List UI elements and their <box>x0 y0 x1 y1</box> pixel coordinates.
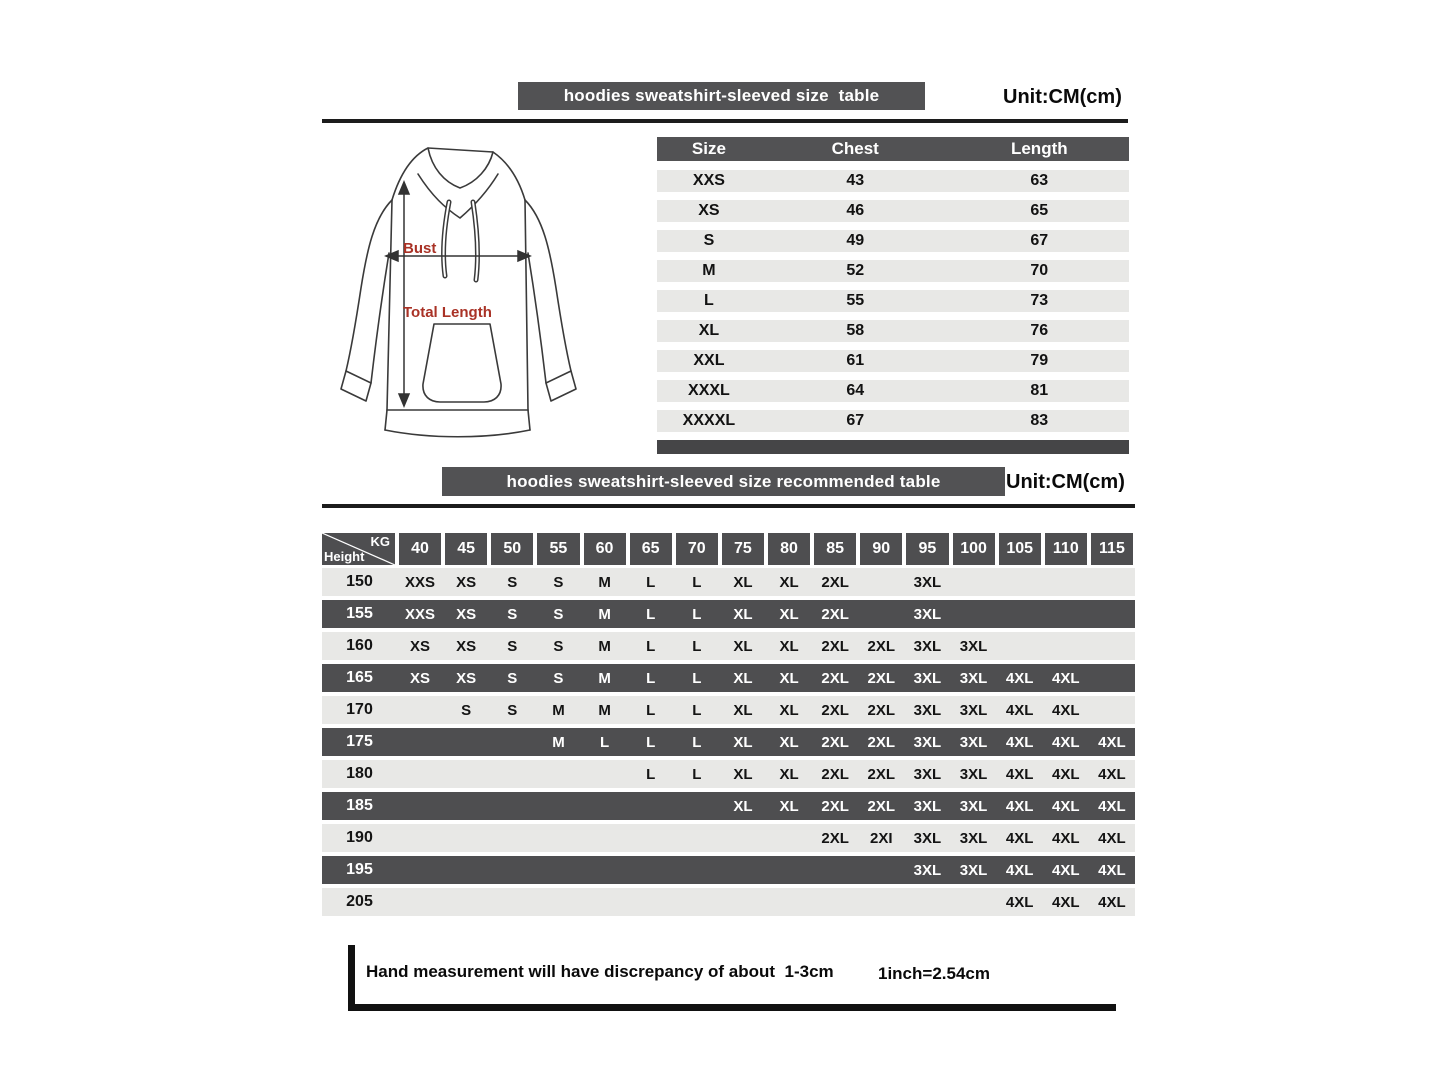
size-cell: S <box>703 232 715 249</box>
size-recommendation-cell: S <box>553 637 564 655</box>
size-recommendation-cell: 4XL <box>1005 765 1034 783</box>
size-recommendation-cell: 2XL <box>867 669 896 687</box>
size-recommendation-cell: L <box>692 605 702 623</box>
matrix-row <box>322 856 1135 884</box>
size-recommendation-cell: 3XL <box>913 637 942 655</box>
size-recommendation-cell: 3XL <box>959 829 988 847</box>
size-recommendation-cell: 3XL <box>959 637 988 655</box>
size-recommendation-cell: 4XL <box>1052 765 1080 783</box>
size-recommendation-cell: S <box>553 573 564 591</box>
size-recommendation-cell: 3XL <box>913 861 942 879</box>
size-recommendation-cell: 3XL <box>959 701 988 719</box>
size-recommendation-cell: 3XL <box>913 669 942 687</box>
size-recommendation-cell: 3XL <box>913 797 942 815</box>
size-recommendation-cell: 3XL <box>959 669 988 687</box>
weight-value: 110 <box>1045 533 1087 565</box>
size-recommendation-cell: 3XL <box>959 797 988 815</box>
size-recommendation-cell: L <box>599 733 610 751</box>
size-recommendation-cell: 2XL <box>821 605 849 623</box>
size-table-header-cell: Length <box>1010 139 1068 158</box>
size-recommendation-cell: XS <box>456 605 477 623</box>
height-value: 175 <box>346 733 373 750</box>
matrix-weight-column <box>720 533 766 565</box>
size-cell: XXXXL <box>682 412 736 429</box>
size-recommendation-cell: XL <box>733 637 753 655</box>
size-cell: XL <box>698 322 720 339</box>
size-recommendation-cell: 2XL <box>821 829 849 847</box>
size-recommendation-cell: 3XL <box>913 765 942 783</box>
size-recommendation-cell: 3XL <box>959 765 988 783</box>
size-recommendation-cell: 4XL <box>1052 733 1080 751</box>
size-recommendation-cell: S <box>507 573 518 591</box>
size-recommendation-cell: 4XL <box>1052 797 1080 815</box>
size-recommendation-cell: 3XL <box>913 829 942 847</box>
size-recommendation-cell: S <box>461 701 472 719</box>
size-recommendation-cell: XL <box>779 733 799 751</box>
chest-cell: 43 <box>846 172 865 189</box>
size-recommendation-cell: M <box>552 701 565 719</box>
size-cell: XXL <box>693 352 725 369</box>
size-recommendation-cell: M <box>598 701 611 719</box>
matrix-row <box>322 600 1135 628</box>
size-recommendation-cell: L <box>692 733 702 751</box>
length-cell: 83 <box>1030 412 1049 429</box>
size-recommendation-cell: M <box>598 669 611 687</box>
chest-cell: 61 <box>846 352 865 369</box>
size-table-row <box>657 380 1129 402</box>
matrix-weight-column <box>1089 533 1135 565</box>
size-recommendation-cell: L <box>646 733 656 751</box>
weight-value: 80 <box>768 533 810 565</box>
kg-label: KG <box>370 534 390 549</box>
size-recommendation-cell: 4XL <box>1005 669 1034 687</box>
size-table-header-cell: Size <box>691 139 726 158</box>
height-value: 195 <box>346 861 373 878</box>
height-value: 170 <box>346 701 373 718</box>
size-recommendation-cell: XL <box>779 669 799 687</box>
inch-conversion-note: 1inch=2.54cm <box>878 964 990 983</box>
size-recommendation-cell: 3XL <box>913 573 942 591</box>
length-cell: 70 <box>1030 262 1049 279</box>
chest-cell: 52 <box>846 262 865 279</box>
size-recommendation-cell: XL <box>779 701 799 719</box>
size-recommendation-cell: M <box>598 605 611 623</box>
size-recommendation-cell: 2XL <box>867 765 896 783</box>
size-table-row <box>657 350 1129 372</box>
matrix-weight-column <box>858 533 904 565</box>
footer-bottom-bar <box>348 1004 1116 1011</box>
size-recommendation-cell: S <box>507 669 518 687</box>
size-recommendation-cell: L <box>692 765 702 783</box>
matrix-row <box>322 728 1135 756</box>
size-recommendation-cell: M <box>598 637 611 655</box>
size-recommendation-cell: 4XL <box>1005 797 1034 815</box>
height-value: 155 <box>346 605 373 622</box>
size-recommendation-cell: XS <box>456 637 477 655</box>
unit-label: Unit:CM(cm) <box>1003 86 1122 108</box>
bust-label: Bust <box>403 240 437 257</box>
size-recommendation-cell: XL <box>733 669 753 687</box>
height-value: 205 <box>346 893 373 910</box>
length-cell: 65 <box>1030 202 1049 219</box>
size-recommendation-cell: XL <box>779 797 799 815</box>
size-recommendation-cell: XL <box>733 733 753 751</box>
footer-left-bar <box>348 945 355 1011</box>
size-table-bottom-bar <box>657 440 1129 454</box>
height-label: Height <box>324 549 365 564</box>
height-value: 160 <box>346 637 373 654</box>
weight-value: 65 <box>630 533 672 565</box>
size-table <box>657 137 1129 454</box>
size-recommendation-cell: 2XL <box>867 701 896 719</box>
height-value: 180 <box>346 765 373 782</box>
matrix-row <box>322 888 1135 916</box>
divider-top <box>322 119 1128 123</box>
size-recommendation-cell: 2XL <box>821 765 849 783</box>
hood-outline <box>392 148 525 200</box>
weight-value: 115 <box>1091 533 1133 565</box>
size-recommendation-cell: 4XL <box>1052 893 1080 911</box>
matrix-weight-column <box>443 533 489 565</box>
size-recommendation-cell: 2XL <box>821 637 849 655</box>
size-recommendation-cell: 2XL <box>867 797 896 815</box>
size-recommendation-cell: 4XL <box>1098 829 1126 847</box>
matrix-weight-column <box>535 533 581 565</box>
matrix-weight-column <box>766 533 812 565</box>
matrix-weight-column <box>951 533 997 565</box>
matrix-weight-column <box>674 533 720 565</box>
unit-label-2: Unit:CM(cm) <box>1006 471 1125 493</box>
size-recommendation-cell: 4XL <box>1098 893 1126 911</box>
size-recommendation-cell: S <box>553 669 564 687</box>
size-recommendation-cell: L <box>646 669 656 687</box>
size-table-header-cell: Chest <box>831 139 879 158</box>
chest-cell: 58 <box>846 322 865 339</box>
length-cell: 73 <box>1030 292 1049 309</box>
weight-value: 100 <box>953 533 995 565</box>
size-recommendation-cell: XL <box>779 573 799 591</box>
matrix-weight-column <box>997 533 1043 565</box>
chest-cell: 55 <box>846 292 865 309</box>
matrix-weight-column <box>1043 533 1089 565</box>
chest-cell: 64 <box>846 382 865 399</box>
matrix-weight-column <box>812 533 858 565</box>
weight-value: 50 <box>491 533 533 565</box>
size-recommendation-cell: XS <box>456 669 477 687</box>
height-value: 150 <box>346 573 373 590</box>
hoodie-diagram <box>330 138 590 448</box>
length-cell: 79 <box>1030 352 1049 369</box>
measurement-arrows <box>386 182 530 406</box>
matrix-row <box>322 632 1135 660</box>
matrix-weight-column <box>397 533 443 565</box>
divider-middle <box>322 504 1135 508</box>
weight-value: 105 <box>999 533 1041 565</box>
weight-value: 55 <box>537 533 579 565</box>
height-value: 190 <box>346 829 373 846</box>
size-recommendation-cell: 3XL <box>913 605 942 623</box>
size-table-row <box>657 410 1129 432</box>
size-recommendation-cell: L <box>692 573 702 591</box>
size-recommendation-cell: L <box>646 701 656 719</box>
matrix-row <box>322 696 1135 724</box>
size-recommendation-cell: XL <box>733 701 753 719</box>
size-recommendation-cell: 4XL <box>1098 733 1126 751</box>
pocket-outline <box>423 324 501 402</box>
weight-value: 95 <box>906 533 948 565</box>
size-recommendation-cell: 2XL <box>821 701 849 719</box>
weight-value: 40 <box>399 533 441 565</box>
size-recommendation-cell: 3XL <box>959 733 988 751</box>
size-table-title-bar <box>518 82 925 110</box>
size-recommendation-cell: 4XL <box>1005 893 1034 911</box>
measurement-discrepancy-note: Hand measurement will have discrepancy of about 1-3cm <box>366 962 834 981</box>
size-recommendation-cell: XL <box>733 573 753 591</box>
total-length-label: Total Length <box>403 304 492 321</box>
matrix-row <box>322 760 1135 788</box>
size-cell: L <box>704 292 714 309</box>
size-recommendation-cell: 2XL <box>867 733 896 751</box>
size-table-row <box>657 260 1129 282</box>
size-recommendation-cell: XS <box>410 637 431 655</box>
size-recommendation-cell: S <box>507 605 518 623</box>
chest-cell: 46 <box>846 202 865 219</box>
weight-value: 45 <box>445 533 487 565</box>
length-cell: 76 <box>1030 322 1049 339</box>
size-table-row <box>657 320 1129 342</box>
size-table-row <box>657 170 1129 192</box>
size-recommendation-cell: XS <box>410 669 431 687</box>
size-table-row <box>657 290 1129 312</box>
size-recommendation-cell: 4XL <box>1005 829 1034 847</box>
size-recommendation-cell: XXS <box>405 605 436 623</box>
chest-cell: 49 <box>846 232 865 249</box>
size-recommendation-cell: L <box>646 637 656 655</box>
weight-value: 60 <box>584 533 626 565</box>
chest-cell: 67 <box>846 412 865 429</box>
matrix-header-row <box>322 533 1135 565</box>
size-recommendation-cell: M <box>598 573 611 591</box>
size-recommendation-cell: 4XL <box>1052 701 1080 719</box>
size-recommendation-cell: XS <box>456 573 477 591</box>
size-recommendation-cell: L <box>692 701 702 719</box>
matrix-weight-column <box>904 533 950 565</box>
size-recommendation-cell: XL <box>779 765 799 783</box>
size-recommendation-cell: 4XL <box>1005 733 1034 751</box>
height-value: 185 <box>346 797 373 814</box>
size-recommendation-cell: XL <box>779 605 799 623</box>
size-recommendation-cell: 4XL <box>1052 669 1080 687</box>
size-recommendation-cell: 4XL <box>1005 701 1034 719</box>
kg-height-corner-cell <box>322 533 395 565</box>
matrix-weight-column <box>489 533 535 565</box>
size-table-row <box>657 200 1129 222</box>
length-cell: 63 <box>1030 172 1049 189</box>
matrix-weight-column <box>582 533 628 565</box>
size-recommendation-cell: 3XL <box>913 733 942 751</box>
size-cell: XS <box>698 202 720 219</box>
matrix-row <box>322 664 1135 692</box>
weight-value: 90 <box>860 533 902 565</box>
recommended-table-title-bar <box>442 467 1005 496</box>
recommended-size-matrix <box>322 533 1135 920</box>
size-recommendation-cell: L <box>646 765 656 783</box>
matrix-row <box>322 792 1135 820</box>
recommended-table-title: hoodies sweatshirt-sleeved size recommended table <box>506 471 941 491</box>
size-recommendation-cell: 4XL <box>1098 861 1126 879</box>
size-recommendation-cell: 4XL <box>1052 861 1080 879</box>
size-cell: XXS <box>692 172 725 189</box>
size-table-row <box>657 230 1129 252</box>
size-recommendation-cell: 2XL <box>867 637 896 655</box>
size-recommendation-cell: L <box>692 669 702 687</box>
size-recommendation-cell: L <box>646 605 656 623</box>
weight-value: 75 <box>722 533 764 565</box>
length-cell: 81 <box>1030 382 1049 399</box>
size-recommendation-cell: 4XL <box>1098 765 1126 783</box>
length-cell: 67 <box>1030 232 1049 249</box>
size-recommendation-cell: 2XL <box>821 669 849 687</box>
matrix-row <box>322 824 1135 852</box>
height-value: 165 <box>346 669 373 686</box>
size-recommendation-cell: XXS <box>405 573 436 591</box>
weight-value: 85 <box>814 533 856 565</box>
drawstrings <box>444 202 478 280</box>
size-cell: XXXL <box>688 382 730 399</box>
size-recommendation-cell: M <box>552 733 565 751</box>
size-recommendation-cell: S <box>507 637 518 655</box>
matrix-weight-column <box>628 533 674 565</box>
size-recommendation-cell: 2XL <box>821 573 849 591</box>
weight-value: 70 <box>676 533 718 565</box>
size-recommendation-cell: 3XL <box>913 701 942 719</box>
matrix-row <box>322 568 1135 596</box>
size-recommendation-cell: L <box>692 637 702 655</box>
size-table-header-row <box>657 137 1129 161</box>
size-recommendation-cell: 4XL <box>1005 861 1034 879</box>
size-recommendation-cell: L <box>646 573 656 591</box>
size-cell: M <box>702 262 716 279</box>
size-recommendation-cell: XL <box>733 797 753 815</box>
size-recommendation-cell: XL <box>733 765 753 783</box>
size-table-title: hoodies sweatshirt-sleeved size table <box>563 86 880 105</box>
size-recommendation-cell: 2XI <box>870 829 893 847</box>
size-recommendation-cell: 4XL <box>1098 797 1126 815</box>
size-recommendation-cell: XL <box>779 637 799 655</box>
size-recommendation-cell: 4XL <box>1052 829 1080 847</box>
size-recommendation-cell: 3XL <box>959 861 988 879</box>
size-recommendation-cell: S <box>553 605 564 623</box>
size-recommendation-cell: 2XL <box>821 797 849 815</box>
size-recommendation-cell: S <box>507 701 518 719</box>
size-recommendation-cell: 2XL <box>821 733 849 751</box>
size-recommendation-cell: XL <box>733 605 753 623</box>
